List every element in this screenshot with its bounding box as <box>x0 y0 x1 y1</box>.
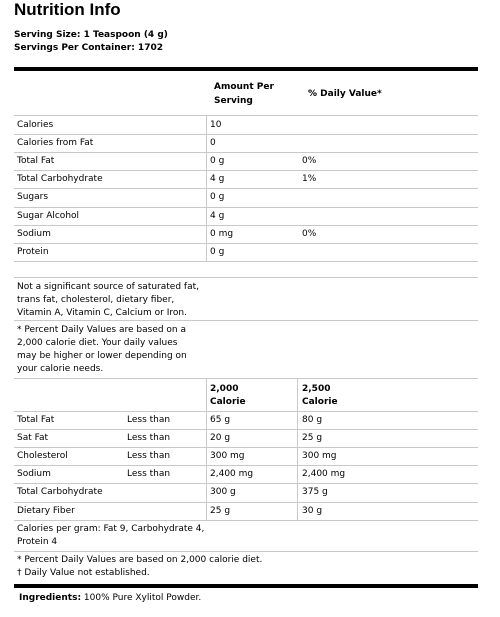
servings-per-container: Servings Per Container: 1702 <box>14 43 163 53</box>
not-significant-note: Not a significant source of saturated fat, trans fat, cholesterol, dietary fiber, Vitamin A, Vitamin C, Calcium or Iron. <box>17 282 199 318</box>
divider <box>297 379 298 520</box>
divider <box>14 170 478 171</box>
ref-value-2000: 65 g <box>210 415 231 425</box>
ingredients-label: Ingredients: <box>19 593 82 603</box>
divider <box>14 152 478 153</box>
nutrient-amount: 10 <box>210 120 222 130</box>
serving-size: Serving Size: 1 Teaspoon (4 g) <box>14 30 168 40</box>
ref-nutrient-name: Dietary Fiber <box>17 505 75 516</box>
ref-value-2500: 25 g <box>302 433 323 444</box>
ref-value-2500: 300 mg <box>302 451 337 462</box>
top-thick-rule <box>14 67 478 71</box>
ref-qualifier: Less than <box>127 469 171 480</box>
nutrient-name: Sodium <box>17 228 51 239</box>
divider <box>14 429 478 430</box>
nutrient-name: Total Fat <box>17 156 55 167</box>
page-title: Nutrition Info <box>14 0 121 19</box>
nutrient-daily-value: 1% <box>302 174 317 185</box>
nutrient-amount: 4 g <box>210 174 225 185</box>
calories-per-gram: Calories per gram: Fat 9, Carbohydrate 4, Protein 4 <box>17 524 205 547</box>
ref-value-2500: 80 g <box>302 415 323 425</box>
divider <box>14 502 478 503</box>
divider <box>14 551 478 552</box>
ref-value-2500: 375 g <box>302 487 328 498</box>
ref-header-2500-calorie: Calorie <box>302 397 338 407</box>
ref-value-2000: 20 g <box>210 433 231 444</box>
ref-nutrient-name: Total Fat <box>17 415 55 425</box>
nutrient-name: Calories <box>17 120 54 130</box>
nutrient-daily-value: 0% <box>302 228 317 239</box>
divider <box>14 207 478 208</box>
divider <box>14 520 478 521</box>
header-amount-per-serving-2: Serving <box>214 96 253 106</box>
ref-nutrient-name: Total Carbohydrate <box>17 487 103 498</box>
footnote-dv-not-established: † Daily Value not established. <box>17 568 150 578</box>
nutrient-amount: 0 mg <box>210 228 234 239</box>
divider <box>14 277 478 278</box>
ingredients <box>19 593 201 603</box>
nutrient-name: Sugar Alcohol <box>17 210 80 221</box>
ref-value-2500: 2,400 mg <box>302 469 346 480</box>
divider <box>14 378 478 379</box>
nutrient-amount: 0 g <box>210 156 225 167</box>
ref-value-2000: 300 g <box>210 487 236 498</box>
divider <box>14 115 478 116</box>
ingredients-value: 100% Pure Xylitol Powder. <box>83 593 202 603</box>
divider <box>14 447 478 448</box>
divider <box>14 243 478 244</box>
divider <box>14 225 478 226</box>
divider <box>14 188 478 189</box>
ref-nutrient-name: Sat Fat <box>17 433 49 444</box>
header-daily-value: % Daily Value* <box>308 89 382 99</box>
divider <box>14 465 478 466</box>
ref-nutrient-name: Cholesterol <box>17 451 68 462</box>
ref-qualifier: Less than <box>127 451 171 462</box>
ref-value-2000: 300 mg <box>210 451 245 462</box>
ref-header-2500: 2,500 <box>302 384 331 394</box>
nutrient-daily-value: 0% <box>302 156 317 167</box>
ref-qualifier: Less than <box>127 415 171 425</box>
divider <box>14 261 478 262</box>
ref-value-2500: 30 g <box>302 505 323 516</box>
divider <box>14 411 478 412</box>
nutrient-name: Protein <box>17 246 49 257</box>
nutrient-name: Calories from Fat <box>17 138 94 149</box>
ref-nutrient-name: Sodium <box>17 469 51 480</box>
ref-header-2000: 2,000 <box>210 384 239 394</box>
nutrient-amount: 0 <box>210 138 216 149</box>
ref-qualifier: Less than <box>127 433 171 444</box>
divider <box>14 320 478 321</box>
nutrient-name: Total Carbohydrate <box>17 174 103 185</box>
percent-daily-note: * Percent Daily Values are based on a 2,000 calorie diet. Your daily values may be higher or lower depending on your calorie needs. <box>17 325 187 374</box>
nutrient-name: Sugars <box>17 192 49 203</box>
nutrient-amount: 0 g <box>210 192 225 203</box>
nutrient-amount: 0 g <box>210 246 225 257</box>
footnote-percent-dv: * Percent Daily Values are based on 2,000 calorie diet. <box>17 555 263 565</box>
divider <box>206 379 207 520</box>
bottom-thick-rule <box>14 584 478 588</box>
ref-value-2000: 2,400 mg <box>210 469 254 480</box>
nutrient-amount: 4 g <box>210 210 225 221</box>
divider <box>14 134 478 135</box>
ref-header-2000-calorie: Calorie <box>210 397 246 407</box>
header-amount-per-serving: Amount Per <box>214 82 274 92</box>
divider <box>14 483 478 484</box>
ref-value-2000: 25 g <box>210 505 231 516</box>
